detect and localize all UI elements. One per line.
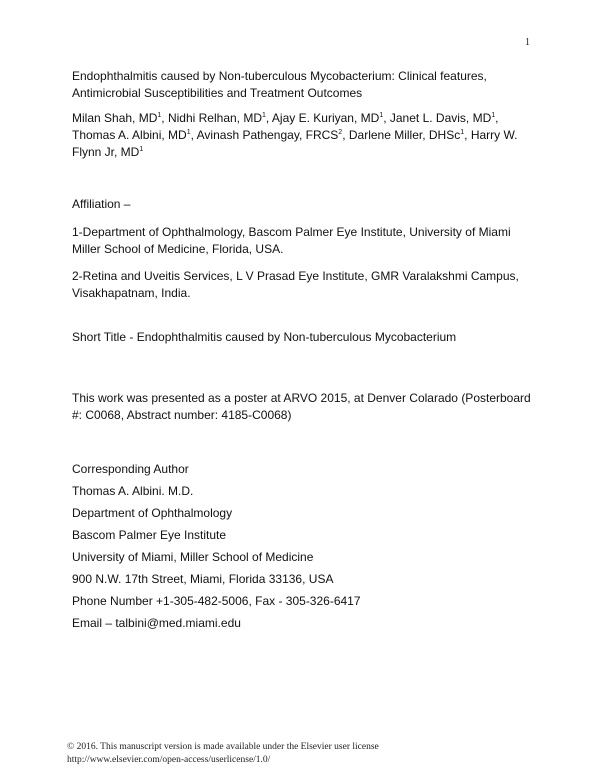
affiliation-item: 1-Department of Ophthalmology, Bascom Palmer Eye Institute, University of Miami Miller School of Medicine, Florida, USA.	[72, 225, 511, 256]
page-number: 1	[525, 37, 530, 48]
corresponding-address: 900 N.W. 17th Street, Miami, Florida 33136, USA	[72, 572, 334, 586]
affiliation-item: 2-Retina and Uveitis Services, L V Prasad Eye Institute, GMR Varalakshmi Campus, Visakhapatnam, India.	[72, 269, 519, 300]
author-affiliation-mark: 1	[262, 112, 266, 119]
author-affiliation-mark: 2	[338, 129, 343, 136]
author-affiliation-mark: 1	[157, 112, 162, 119]
presentation-note: This work was presented as a poster at ARVO 2015, at Denver Colarado (Posterboard #: C0068, Abstract number: 4185-C0068)	[72, 391, 531, 422]
corresponding-department: Department of Ophthalmology	[72, 506, 233, 520]
affiliation-heading: Affiliation –	[72, 197, 131, 211]
author-affiliation-mark: 1	[379, 112, 384, 119]
author-name: Harry W. Flynn Jr, MD	[72, 128, 518, 159]
corresponding-author-name: Thomas A. Albini. M.D.	[72, 484, 194, 498]
license-url[interactable]: http://www.elsevier.com/open-access/userlicense/1.0/	[67, 755, 271, 765]
document-body	[72, 68, 542, 632]
paper-title: Endophthalmitis caused by Non-tuberculous Mycobacterium: Clinical features, Antimicrobial Susceptibilities and Treatment Outcomes	[72, 69, 487, 100]
corresponding-institute: Bascom Palmer Eye Institute	[72, 528, 227, 542]
corresponding-email: Email – talbini@med.miami.edu	[72, 616, 241, 630]
corresponding-author-heading: Corresponding Author	[72, 462, 189, 476]
author-name: Avinash Pathengay, FRCS	[196, 128, 339, 142]
author-affiliation-mark: 1	[460, 129, 465, 136]
author-name: Milan Shah, MD	[72, 111, 158, 125]
license-footer	[67, 741, 379, 767]
author-name: Ajay E. Kuriyan, MD	[271, 111, 380, 125]
author-name: Janet L. Davis, MD	[389, 111, 492, 125]
license-text: © 2016. This manuscript version is made available under the Elsevier user license	[67, 742, 379, 752]
short-title: Short Title - Endophthalmitis caused by Non-tuberculous Mycobacterium	[72, 330, 457, 344]
author-name: Thomas A. Albini, MD	[72, 128, 187, 142]
author-affiliation-mark: 1	[139, 146, 144, 153]
author-affiliation-mark: 1	[491, 112, 496, 119]
author-name: Darlene Miller, DHSc	[348, 128, 461, 142]
author-affiliation-mark: 1	[186, 129, 191, 136]
corresponding-phone: Phone Number +1-305-482-5006, Fax - 305-326-6417	[72, 594, 361, 608]
corresponding-university: University of Miami, Miller School of Medicine	[72, 550, 314, 564]
author-name: Nidhi Relhan, MD	[167, 111, 262, 125]
author-list: Milan Shah, $MD^1$, Nidhi Relhan, $MD^1$, Ajay E. Kuriyan, $MD^1$, Janet L. Davis, $MD^1$, Thomas A. Albini, $MD^1$, Avinash Pathengay, FRCS$^2$, Darlene Miller, DHSc$^1$, Harry W. Flynn Jr, $MD^1$	[72, 111, 518, 159]
